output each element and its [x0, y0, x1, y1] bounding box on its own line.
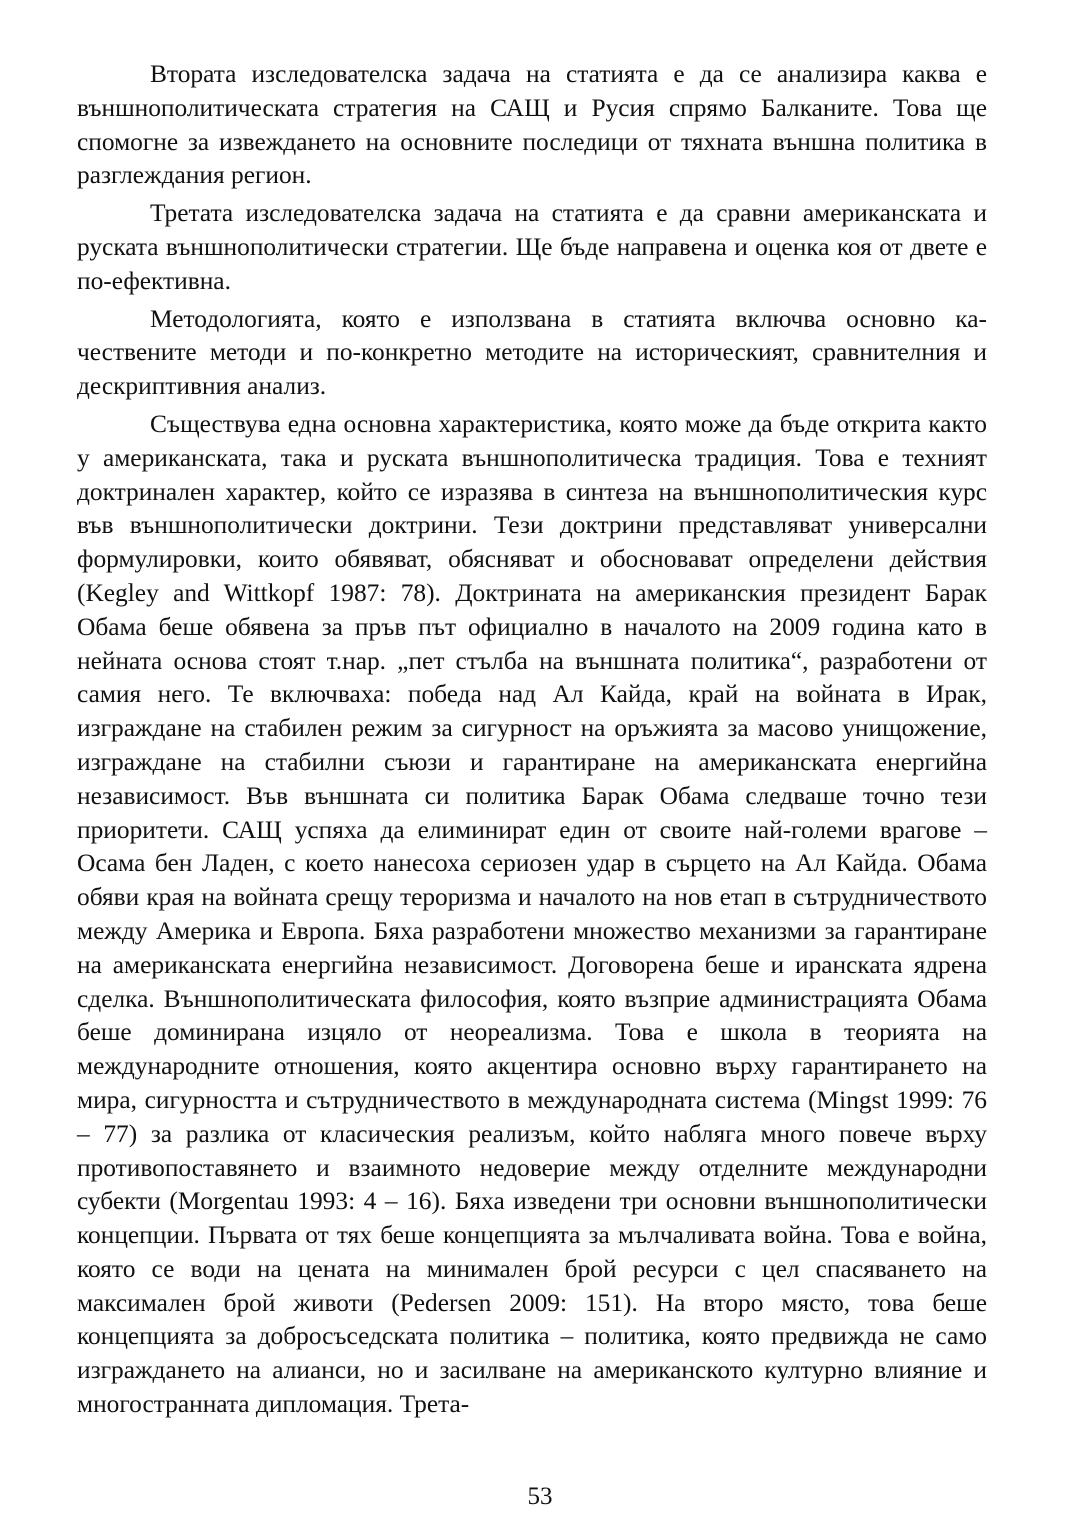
paragraph-third-research-task: Третата изследователска задача на статията е да сравни американската и руската външнополитически стратегии. Ще бъде направена и оценка коя от двете е по-ефективна.	[77, 199, 987, 295]
paragraph-second-research-task: Втората изследователска задача на статията е да се анализира каква е външнополитическата стратегия на САЩ и Русия спрямо Балканите. Това ще спомогне за извеждането на основните последици от тяхната външна политика в разглеждания регион.	[77, 60, 987, 190]
page-number: 53	[527, 1483, 553, 1510]
paragraph-doctrinal-character: Съществува една основна характеристика, която може да бъде открита както у американската, така и руската външнополитическа традиция. Това е техният доктринален характер, който се изразява в синтеза на външнополитическия курс във външнополитически доктрини. Тези доктрини представляват универсални формулировки, които обявяват, обясняват и обосновават определени действия (Kegley and Wittkopf 1987: 78). Доктрината на американския президент Барак Обама беше обявена за пръв път официално в началото на 2009 година като в нейната основа стоят т.нар. „пет стълба на външната политика“, разработени от самия него. Те включваха: победа над Ал Кайда, край на войната в Ирак, изграждане на стабилен режим за сигурност на оръжията за масово унищожение, изграждане на стабилни съюзи и гарантиране на американската енергийна независимост. Във външната си политика Барак Обама следваше точно тези приоритети. САЩ успяха да елиминират един от своите най-големи врагове – Осама бен Ладен, с което нанесоха сериозен удар в сърцето на Ал Кайда. Обама обяви края на войната срещу тероризма и началото на нов етап в сътрудничеството между Америка и Европа. Бяха разработени множество механизми за гарантиране на американската енергийна независимост. Договорена беше и иранската ядрена сделка. Външнополитическата философия, която възприе администрацията Обама беше доминирана изцяло от неореализма. Това е школа в теорията на международните отношения, която акцентира основно върху гарантирането на мира, сигурността и сътрудничеството в международната система (Mingst 1999: 76 – 77) за разлика от класическия реализъм, който набляга много повече върху противопоставянето и взаимното недоверие между отделните международни субекти (Morgentau 1993: 4 – 16). Бяха изведени три основни външнополитически концепции. Първата от тях беше концепцията за мълчаливата война. Това е война, която се води на цената на минимален брой ресурси с цел спасяването на максимален брой животи (Pedersen 2009: 151). На второ място, това беше концепцията за добросъседската политика – политика, която предвижда не само изграждането на алианси, но и засилване на американското културно влияние и многостранната дипломация. Трета-	[77, 409, 987, 1419]
page-body	[77, 58, 987, 1422]
paragraph-methodology: Методологията, която е използвана в статията включва основно качествените методи и по-конкретно методите на историческият, сравнителния и дескриптивния анализ.	[77, 304, 987, 401]
